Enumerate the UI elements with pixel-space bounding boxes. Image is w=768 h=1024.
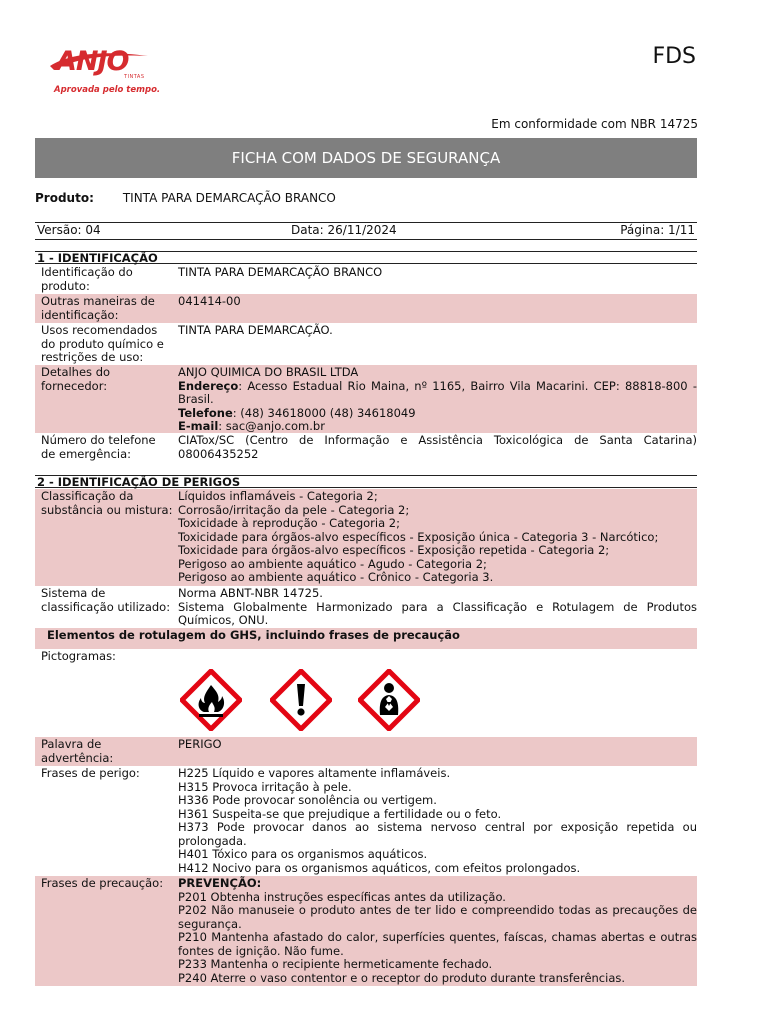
row-key: Palavra de advertência: [41,737,114,765]
logo-tagline: Aprovada pelo tempo. [54,85,161,95]
row-recommended-uses [35,323,697,365]
document-title: FICHA COM DADOS DE SEGURANÇA [231,149,501,167]
document-title-bar [35,138,697,178]
section-1-heading: 1 - IDENTIFICAÇÃO [35,251,697,264]
classification-list [178,490,697,585]
hazard-statement: H361 Suspeita-se que prejudique a fertilidade ou o feto. [178,806,502,821]
classification-system-list [178,587,697,628]
classification-item: Perigoso ao ambiente aquático - Crônico - Categoria 3. [178,570,494,584]
row-key: Sistema de classificação utilizado: [41,586,171,614]
row-classification-system [35,586,697,628]
row-key: Outras maneiras de identificação: [41,294,155,322]
row-key: Detalhes do fornecedor: [41,365,111,393]
row-classification [35,489,697,586]
row-value [178,366,697,434]
classification-item: Líquidos inflamáveis - Categoria 2; [178,489,378,503]
row-value: 041414-00 [178,294,241,308]
product-name: TINTA PARA DEMARCAÇÃO BRANCO [122,191,336,205]
logo-subtitle: TINTAS [124,74,145,80]
section-2-heading: 2 - IDENTIFICAÇÃO DE PERIGOS [35,475,697,488]
system-item: Norma ABNT-NBR 14725. [178,586,323,600]
product-line [35,191,336,205]
row-key: Identificação do produto: [41,265,133,293]
version-row [35,222,697,240]
product-label: Produto: [35,191,94,205]
precaution-statement: P240 Aterre o vaso contentor e o receptor do produto durante transferências. [178,970,626,985]
supplier-name: ANJO QUIMICA DO BRASIL LTDA [178,365,359,379]
supplier-address: Endereço: Acesso Estadual Rio Maina, nº 1165, Bairro Vila Macarini. CEP: 88818-800 - Brasil. [178,378,697,406]
conformity-note: Em conformidade com NBR 14725 [491,117,698,131]
row-value: TINTA PARA DEMARCAÇÃO. [178,323,333,337]
row-hazard-statements [35,766,697,876]
supplier-email: E-mail: sac@anjo.com.br [178,419,325,433]
exclamation-pictogram-icon [270,669,332,731]
classification-item: Corrosão/irritação da pele - Categoria 2; [178,502,410,517]
row-emergency-phone [35,433,697,462]
classification-item: Perigoso ao ambiente aquático - Agudo - Categoria 2; [178,556,487,571]
hazard-statement: H225 Líquido e vapores altamente inflamáveis. [178,766,451,780]
precaution-list [178,877,697,985]
classification-item: Toxicidade para órgãos-alvo específicos - Exposição única - Categoria 3 - Narcótico; [178,529,659,544]
row-precautionary-statements [35,876,697,986]
row-supplier-details [35,365,697,433]
row-key: Frases de precaução: [41,876,164,890]
precaution-statement: P210 Mantenha afastado do calor, superfícies quentes, faíscas, chamas abertas e outras fontes de ignição. Não fume. [178,930,697,958]
row-value: CIATox/SC (Centro de Informação e Assistência Toxicológica de Santa Catarina) 08006435252 [178,433,697,461]
row-key: Frases de perigo: [41,766,140,780]
date: Data: 26/11/2024 [291,223,397,237]
row-other-identification [35,294,697,323]
row-key: Usos recomendados do produto químico e restrições de uso: [41,323,164,364]
row-signal-word [35,737,697,766]
hazard-statement: H401 Tóxico para os organismos aquáticos. [178,847,428,861]
page-number: Página: 1/11 [620,223,695,237]
system-item: Sistema Globalmente Harmonizado para a Classificação e Rotulagem de Produtos Químicos, ONU. [178,599,697,627]
supplier-phone: Telefone: (48) 34618000 (48) 34618049 [178,405,416,420]
version: Versão: 04 [37,223,101,237]
row-key: Classificação da substância ou mistura: [41,489,173,517]
hazard-statement: H412 Nocivo para os organismos aquáticos, com efeitos prolongados. [178,860,581,875]
hazard-statement: H315 Provoca irritação à pele. [178,779,352,794]
document-code: FDS [652,44,696,69]
flame-pictogram-icon [180,669,242,731]
row-product-identification [35,265,697,294]
hazard-statement: H373 Pode provocar danos ao sistema nervoso central por exposição repetida ou prolongada. [178,820,697,848]
health-hazard-pictogram-icon [358,669,420,731]
row-value: TINTA PARA DEMARCAÇÃO BRANCO [178,265,383,279]
hazard-statement-list [178,767,697,875]
precaution-statement: P233 Mantenha o recipiente hermeticamente fechado. [178,957,493,971]
precaution-statement: P202 Não manuseie o produto antes de ter lido e compreendido todas as precauções de segurança. [178,903,697,931]
anjo-logo [48,44,161,100]
signal-word: PERIGO [178,737,222,751]
row-key: Número do telefone de emergência: [41,433,156,461]
row-key: Pictogramas: [41,649,116,663]
ghs-elements-heading: Elementos de rotulagem do GHS, incluindo frases de precaução [35,628,697,649]
classification-item: Toxicidade para órgãos-alvo específicos - Exposição repetida - Categoria 2; [178,543,610,557]
precaution-heading: PREVENÇÃO: [178,876,262,890]
hazard-statement: H336 Pode provocar sonolência ou vertigem. [178,793,437,807]
precaution-statement: P201 Obtenha instruções específicas antes da utilização. [178,889,506,904]
logo-wordmark: ANJO [56,46,129,77]
classification-item: Toxicidade à reprodução - Categoria 2; [178,516,400,530]
